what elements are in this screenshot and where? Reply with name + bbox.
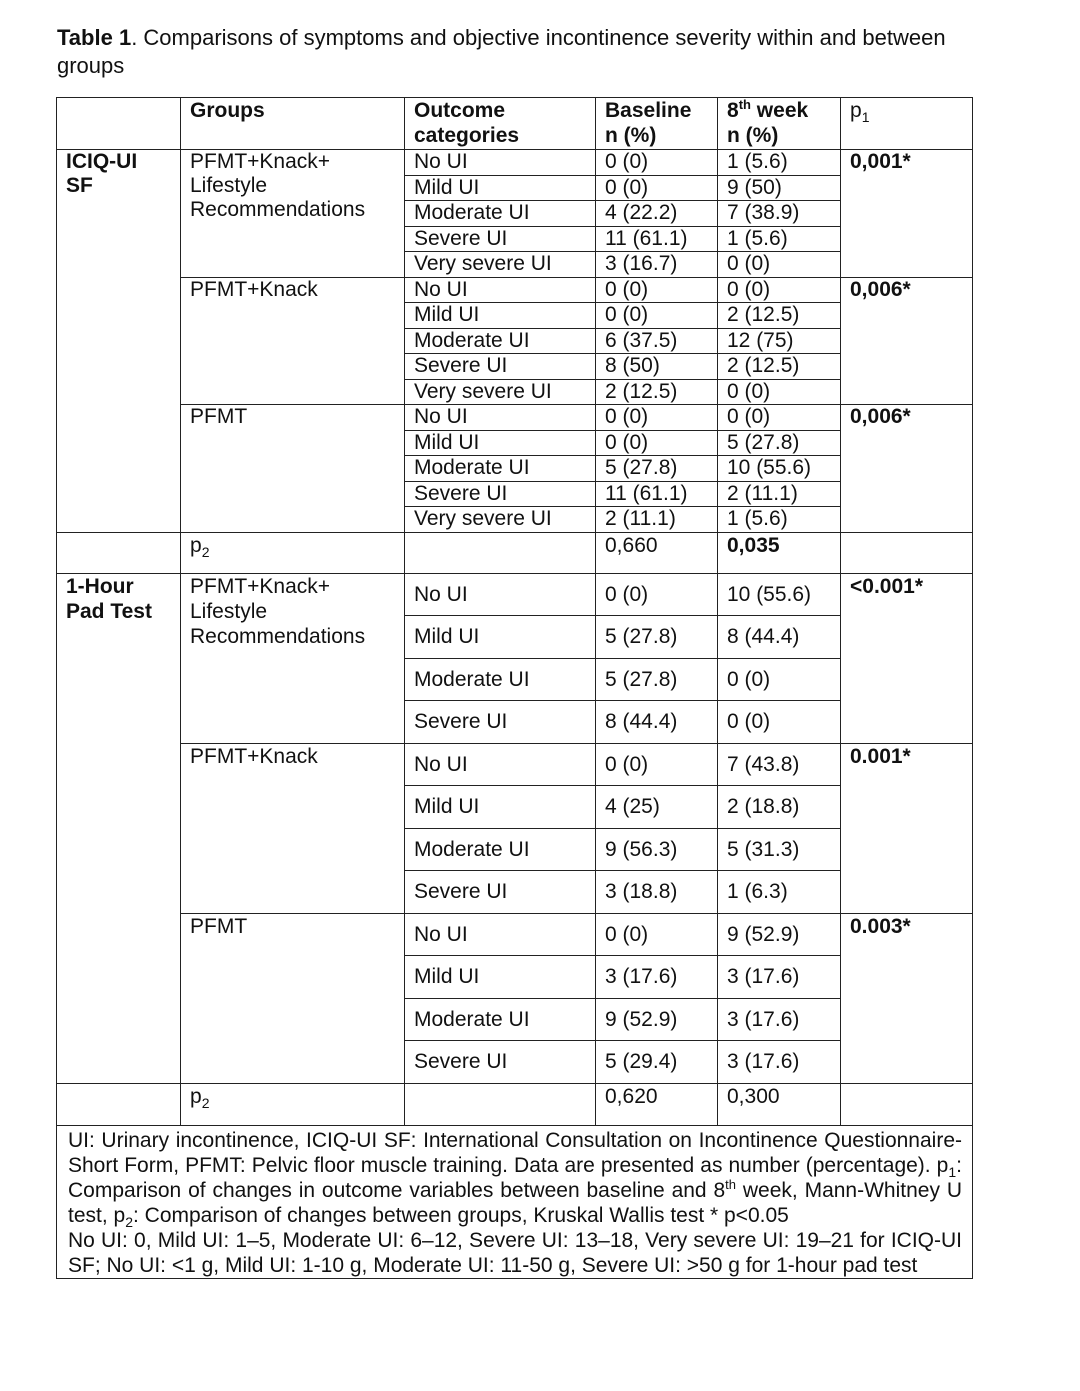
cell-category: Mild UI <box>405 956 596 999</box>
cell-category: No UI <box>405 150 596 176</box>
cell-category: Severe UI <box>405 871 596 914</box>
header-row <box>57 98 973 150</box>
cell-week8: 12 (75) <box>718 328 841 354</box>
cell-baseline: 3 (18.8) <box>596 871 718 914</box>
cell-week8: 0 (0) <box>718 252 841 278</box>
p1-value: 0.003* <box>841 913 973 1083</box>
p2-baseline: 0,660 <box>596 532 718 573</box>
cell-category: Moderate UI <box>405 828 596 871</box>
cell-week8: 7 (43.8) <box>718 743 841 786</box>
table-row <box>57 277 973 303</box>
table-row <box>57 913 973 956</box>
cell-baseline: 8 (44.4) <box>596 701 718 744</box>
cell-baseline: 0 (0) <box>596 405 718 431</box>
cell-week8: 0 (0) <box>718 379 841 405</box>
p2-label: $p_2$ <box>181 1083 405 1125</box>
cell-baseline: 3 (16.7) <box>596 252 718 278</box>
cell-week8: 5 (31.3) <box>718 828 841 871</box>
table-caption <box>57 24 977 80</box>
header-baseline: Baseline n (%) <box>596 98 718 150</box>
cell-category: Moderate UI <box>405 998 596 1041</box>
cell-category: Mild UI <box>405 616 596 659</box>
p2-week8: 0,035 <box>718 532 841 573</box>
cell-baseline: 2 (11.1) <box>596 507 718 533</box>
group-name: PFMT+Knack+ Lifestyle Recommendations <box>181 150 405 278</box>
cell-baseline: 0 (0) <box>596 743 718 786</box>
header-p1: $p_1$ <box>841 98 973 150</box>
cell-category: No UI <box>405 743 596 786</box>
measure-label: 1-Hour Pad Test <box>57 573 181 1083</box>
cell-week8: 3 (17.6) <box>718 998 841 1041</box>
cell-baseline: 0 (0) <box>596 175 718 201</box>
cell-week8: 10 (55.6) <box>718 456 841 482</box>
cell-category: Severe UI <box>405 481 596 507</box>
footnote-row <box>57 1125 973 1278</box>
cell-week8: 5 (27.8) <box>718 430 841 456</box>
group-name: PFMT+Knack <box>181 743 405 913</box>
cell-category: Mild UI <box>405 175 596 201</box>
cell-baseline: 5 (27.8) <box>596 658 718 701</box>
table-row <box>57 405 973 431</box>
cell-week8: 0 (0) <box>718 277 841 303</box>
cell-category: Moderate UI <box>405 658 596 701</box>
p2-baseline: 0,620 <box>596 1083 718 1125</box>
cell-week8: 3 (17.6) <box>718 956 841 999</box>
cell-baseline: 0 (0) <box>596 303 718 329</box>
cell-week8: 1 (5.6) <box>718 507 841 533</box>
caption-label: Table 1 <box>57 25 132 50</box>
p2-row <box>57 532 973 573</box>
p2-week8: 0,300 <box>718 1083 841 1125</box>
header-empty <box>57 98 181 150</box>
header-week8: 8th week n (%) <box>718 98 841 150</box>
cell-week8: 2 (18.8) <box>718 786 841 829</box>
cell-week8: 0 (0) <box>718 405 841 431</box>
table-row <box>57 150 973 176</box>
cell-baseline: 8 (50) <box>596 354 718 380</box>
caption-text: . Comparisons of symptoms and objective incontinence severity within and between groups <box>57 25 946 78</box>
cell-category: Severe UI <box>405 226 596 252</box>
cell-baseline: 0 (0) <box>596 913 718 956</box>
group-name: PFMT+Knack+ Lifestyle Recommendations <box>181 573 405 743</box>
footnote: UI: Urinary incontinence, ICIQ-UI SF: International Consultation on Incontinence Questionnaire-Short Form, PFMT: Pelvic floor muscle training. Data are presented as number (percentage). $p_1$: Comparison of changes in outcome variables between baseline and 8th week, Mann-Whitney U test, $p_2$: Comparison of changes between groups, Kruskal Wallis test * p<0.05 No UI: 0, Mild UI: 1–5, Moderate UI: 6–12, Severe UI: 13–18, Very severe UI: 19–21 for ICIQ-UI SF; No UI: <1 g, Mild UI: 1-10 g, Moderate UI: 11-50 g, Severe UI: >50 g for 1-hour pad test <box>57 1125 973 1278</box>
cell-baseline: 9 (52.9) <box>596 998 718 1041</box>
cell-category: Very severe UI <box>405 252 596 278</box>
cell-category: No UI <box>405 573 596 616</box>
p2-empty-p1 <box>841 1083 973 1125</box>
cell-baseline: 3 (17.6) <box>596 956 718 999</box>
p1-value: 0,001* <box>841 150 973 278</box>
cell-category: Moderate UI <box>405 328 596 354</box>
footnote-ranges: No UI: 0, Mild UI: 1–5, Moderate UI: 6–12, Severe UI: 13–18, Very severe UI: 19–21 for ICIQ-UI SF; No UI: <1 g, Mild UI: 1-10 g, Moderate UI: 11-50 g, Severe UI: >50 g for 1-hour pad test <box>68 1228 962 1277</box>
group-name: PFMT+Knack <box>181 277 405 405</box>
cell-baseline: 5 (27.8) <box>596 456 718 482</box>
cell-baseline: 4 (22.2) <box>596 201 718 227</box>
cell-week8: 10 (55.6) <box>718 573 841 616</box>
group-name: PFMT <box>181 913 405 1083</box>
cell-baseline: 5 (27.8) <box>596 616 718 659</box>
measure-label: ICIQ-UI SF <box>57 150 181 533</box>
table-row <box>57 743 973 786</box>
cell-baseline: 11 (61.1) <box>596 481 718 507</box>
cell-baseline: 4 (25) <box>596 786 718 829</box>
p1-value: 0.001* <box>841 743 973 913</box>
cell-category: Mild UI <box>405 303 596 329</box>
cell-category: No UI <box>405 277 596 303</box>
cell-category: Mild UI <box>405 430 596 456</box>
results-table <box>56 97 973 1279</box>
cell-category: Severe UI <box>405 701 596 744</box>
cell-category: No UI <box>405 913 596 956</box>
cell-category: Mild UI <box>405 786 596 829</box>
cell-category: Very severe UI <box>405 379 596 405</box>
header-outcome: Outcome categories <box>405 98 596 150</box>
p1-value: 0,006* <box>841 405 973 533</box>
cell-baseline: 11 (61.1) <box>596 226 718 252</box>
cell-category: Moderate UI <box>405 201 596 227</box>
p2-empty-p1 <box>841 532 973 573</box>
p2-empty <box>57 1083 181 1125</box>
cell-week8: 2 (12.5) <box>718 354 841 380</box>
cell-baseline: 0 (0) <box>596 430 718 456</box>
cell-week8: 2 (12.5) <box>718 303 841 329</box>
cell-week8: 9 (52.9) <box>718 913 841 956</box>
p2-empty-outcome <box>405 532 596 573</box>
p2-empty <box>57 532 181 573</box>
cell-week8: 1 (5.6) <box>718 226 841 252</box>
cell-category: Severe UI <box>405 354 596 380</box>
p2-empty-outcome <box>405 1083 596 1125</box>
cell-week8: 1 (5.6) <box>718 150 841 176</box>
cell-week8: 1 (6.3) <box>718 871 841 914</box>
cell-baseline: 6 (37.5) <box>596 328 718 354</box>
cell-category: No UI <box>405 405 596 431</box>
cell-week8: 7 (38.9) <box>718 201 841 227</box>
p2-label: $p_2$ <box>181 532 405 573</box>
p1-value: <0.001* <box>841 573 973 743</box>
cell-week8: 3 (17.6) <box>718 1041 841 1084</box>
cell-category: Moderate UI <box>405 456 596 482</box>
cell-baseline: 9 (56.3) <box>596 828 718 871</box>
cell-week8: 2 (11.1) <box>718 481 841 507</box>
cell-category: Severe UI <box>405 1041 596 1084</box>
cell-baseline: 5 (29.4) <box>596 1041 718 1084</box>
cell-week8: 0 (0) <box>718 658 841 701</box>
p2-row <box>57 1083 973 1125</box>
table-row <box>57 573 973 616</box>
cell-category: Very severe UI <box>405 507 596 533</box>
cell-week8: 8 (44.4) <box>718 616 841 659</box>
cell-baseline: 0 (0) <box>596 150 718 176</box>
cell-week8: 9 (50) <box>718 175 841 201</box>
cell-baseline: 2 (12.5) <box>596 379 718 405</box>
cell-week8: 0 (0) <box>718 701 841 744</box>
p1-value: 0,006* <box>841 277 973 405</box>
group-name: PFMT <box>181 405 405 533</box>
cell-baseline: 0 (0) <box>596 277 718 303</box>
header-groups: Groups <box>181 98 405 150</box>
cell-baseline: 0 (0) <box>596 573 718 616</box>
